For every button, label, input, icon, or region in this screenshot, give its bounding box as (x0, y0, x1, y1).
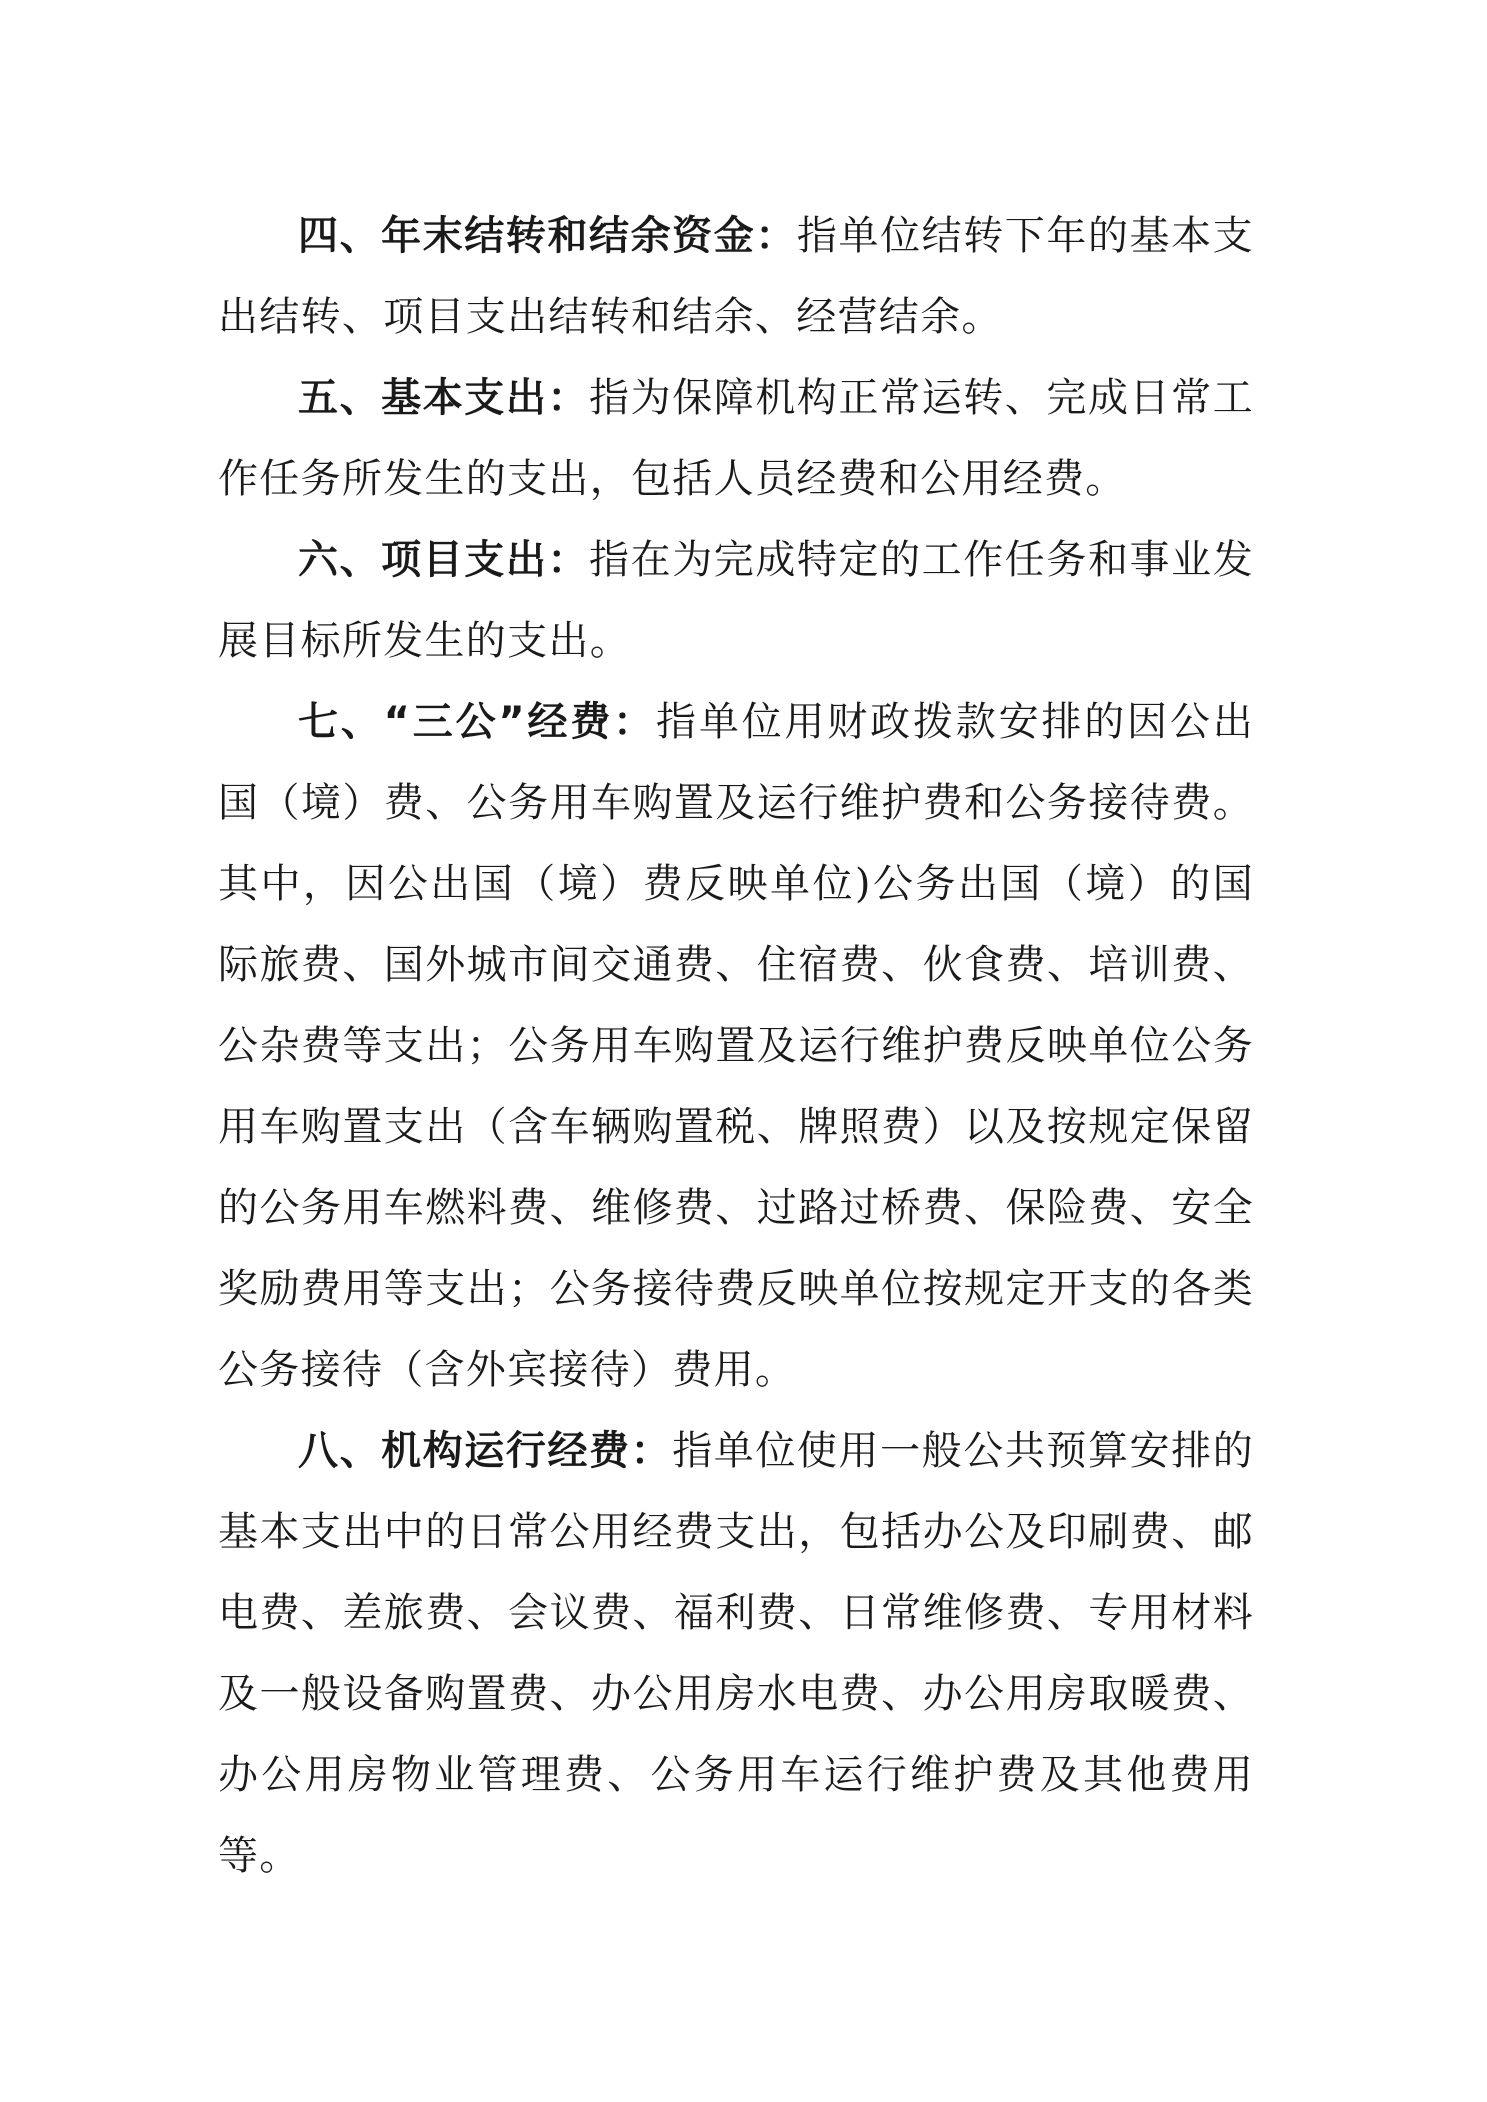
definition-text: 指单位结转下年的基本支出结转、项目支出结转和结余、经营结余。 (218, 213, 1254, 340)
definition-term: 六、项目支出： (298, 537, 590, 583)
definition-text: 指在为完成特定的工作任务和事业发展目标所发生的支出。 (218, 537, 1254, 664)
document-body (218, 196, 1254, 1897)
definition-term: 四、年末结转和结余资金： (298, 213, 797, 259)
definition-term: 五、基本支出： (298, 375, 590, 421)
definition-term: 七、“三公”经费： (298, 699, 656, 745)
definition-text: 指为保障机构正常运转、完成日常工作任务所发生的支出，包括人员经费和公用经费。 (218, 375, 1254, 502)
definition-text: 指单位使用一般公共预算安排的基本支出中的日常公用经费支出，包括办公及印刷费、邮电费、差旅费、会议费、福利费、日常维修费、专用材料及一般设备购置费、办公用房水电费、办公用房取暖费、办公用房物业管理费、公务用车运行维护费及其他费用等。 (218, 1428, 1255, 1879)
definition-paragraph-5 (218, 358, 1254, 520)
definition-paragraph-4 (218, 196, 1254, 358)
definition-term: 八、机构运行经费： (298, 1428, 673, 1474)
definition-paragraph-7 (218, 682, 1254, 1411)
definition-paragraph-8 (218, 1411, 1254, 1897)
definition-text: 指单位用财政拨款安排的因公出国（境）费、公务用车购置及运行维护费和公务接待费。其中，因公出国（境）费反映单位)公务出国（境）的国际旅费、国外城市间交通费、住宿费、伙食费、培训费、公杂费等支出；公务用车购置及运行维护费反映单位公务用车购置支出（含车辆购置税、牌照费）以及按规定保留的公务用车燃料费、维修费、过路过桥费、保险费、安全奖励费用等支出；公务接待费反映单位按规定开支的各类公务接待（含外宾接待）费用。 (218, 699, 1255, 1393)
definition-paragraph-6 (218, 520, 1254, 682)
